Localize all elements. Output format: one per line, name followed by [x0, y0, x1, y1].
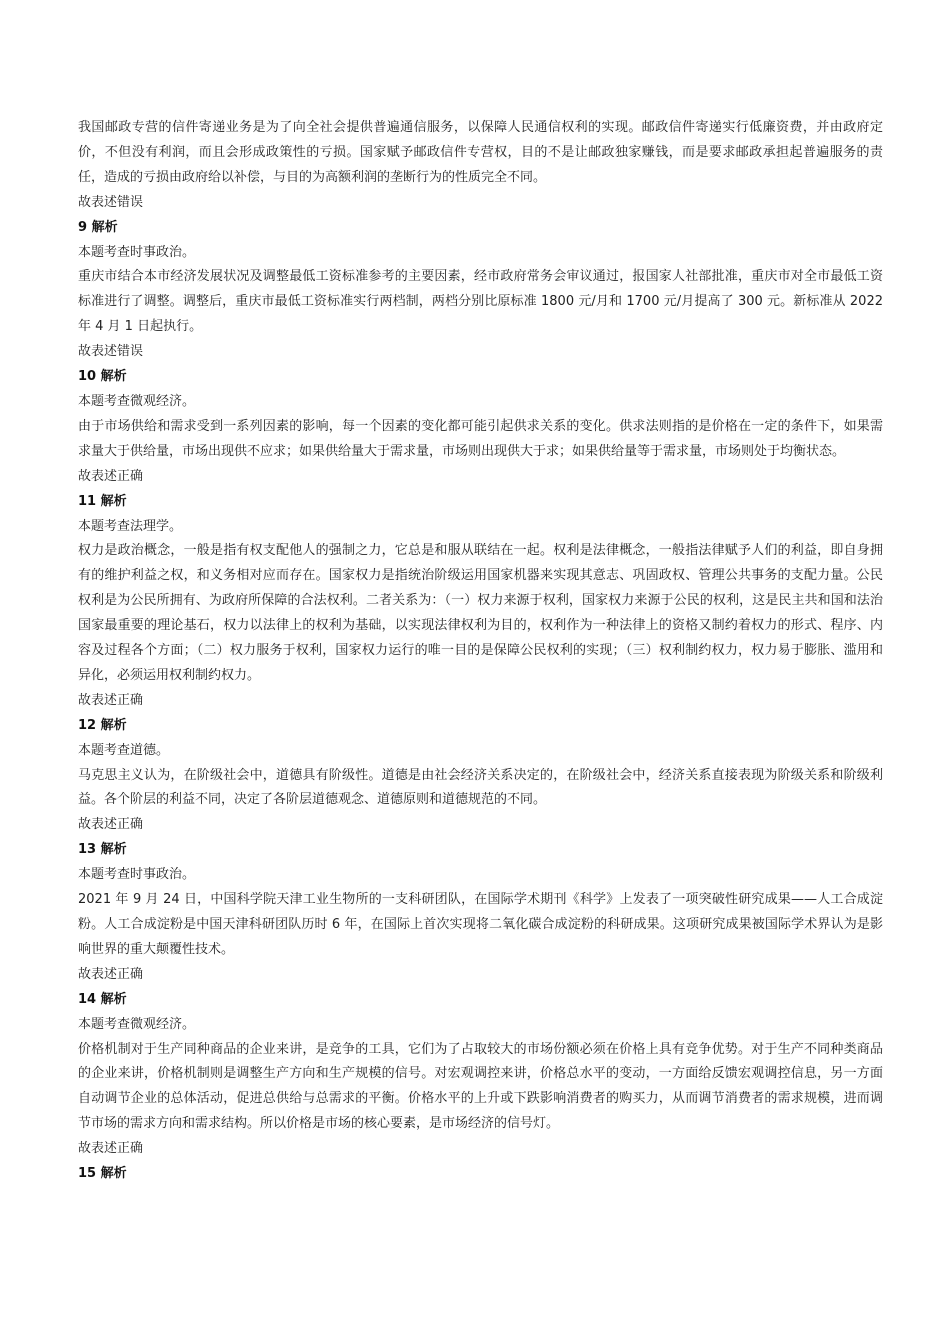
item-topic: 本题考查微观经济。 [78, 393, 196, 409]
analysis-item-13 [78, 838, 883, 987]
item-verdict: 故表述正确 [78, 468, 144, 484]
item-heading: 12 解析 [78, 717, 127, 733]
item-heading: 13 解析 [78, 842, 127, 858]
item-verdict: 故表述正确 [78, 692, 144, 708]
item-heading: 11 解析 [78, 493, 127, 509]
item-topic: 本题考查道德。 [78, 742, 170, 758]
item-body: 马克思主义认为，在阶级社会中，道德具有阶级性。道德是由社会经济关系决定的，在阶级社会中，经济关系直接表现为阶级关系和阶级利益。各个阶层的利益不同，决定了各阶层道德观念、道德原则和道德规范的不同。 [78, 767, 883, 808]
intro-paragraph: 我国邮政专营的信件寄递业务是为了向全社会提供普遍通信服务，以保障人民通信权利的实现。邮政信件寄递实行低廉资费，并由政府定价，不但没有利润，而且会形成政策性的亏损。国家赋予邮政信件专营权，目的不是让邮政独家赚钱，而是要求邮政承担起普遍服务的责任，造成的亏损由政府给以补偿，与目的为高额利润的垄断行为的性质完全不同。 [78, 120, 883, 185]
item-body: 权力是政治概念，一般是指有权支配他人的强制之力，它总是和服从联结在一起。权利是法律概念，一般指法律赋予人们的利益，即自身拥有的维护利益之权，和义务相对应而存在。国家权力是指统治阶级运用国家机器来实现其意志、巩固政权、管理公共事务的支配力量。公民权利是为公民所拥有、为政府所保障的合法权利。二者关系为：（一）权力来源于权利，国家权力来源于公民的权利，这是民主共和国和法治国家最重要的理论基石，权力以法律上的权利为基础，以实现法律权利为目的，权利作为一种法律上的资格又制约着权力的形式、程序、内容及过程各个方面；（二）权力服务于权利，国家权力运行的唯一目的是保障公民权利的实现；（三）权利制约权力，权力易于膨胀、滥用和异化，必须运用权利制约权力。 [78, 543, 883, 683]
item-topic: 本题考查时事政治。 [78, 244, 196, 260]
item-heading: 10 解析 [78, 369, 127, 385]
item-body: 价格机制对于生产同种商品的企业来讲，是竞争的工具，它们为了占取较大的市场份额必须在价格上具有竞争优势。对于生产不同种类商品的企业来讲，价格机制则是调整生产方向和生产规模的信号。对宏观调控来讲，价格总水平的变动，一方面给反馈宏观调控信息，另一方面自动调节企业的总体活动，促进总供给与总需求的平衡。价格水平的上升或下跌影响消费者的购买力，从而调节消费者的需求规模，进而调节市场的需求方向和需求结构。所以价格是市场的核心要素，是市场经济的信号灯。 [78, 1041, 883, 1132]
document-page [78, 116, 883, 1187]
item-body: 重庆市结合本市经济发展状况及调整最低工资标准参考的主要因素，经市政府常务会审议通过，报国家人社部批准，重庆市对全市最低工资标准进行了调整。调整后，重庆市最低工资标准实行两档制，两档分别比原标准 1800 元/月和 1700 元/月提高了 300 元。新标准从 2022 年 4 月 1 日起执行。 [78, 269, 883, 335]
item-verdict: 故表述正确 [78, 817, 144, 833]
item-heading: 9 解析 [78, 219, 118, 235]
item-topic: 本题考查法理学。 [78, 518, 183, 534]
item-body: 2021 年 9 月 24 日，中国科学院天津工业生物所的一支科研团队，在国际学术期刊《科学》上发表了一项突破性研究成果——人工合成淀粉。人工合成淀粉是中国天津科研团队历时 6 年，在国际上首次实现将二氧化碳合成淀粉的科研成果。这项研究成果被国际学术界认为是影响世界的重大颠覆性技术。 [78, 892, 883, 957]
item-heading: 14 解析 [78, 991, 127, 1007]
analysis-item-14 [78, 988, 883, 1162]
intro-verdict: 故表述错误 [78, 194, 144, 210]
analysis-item-10 [78, 365, 883, 490]
item-topic: 本题考查微观经济。 [78, 1016, 196, 1032]
analysis-item-12 [78, 714, 883, 839]
item-topic: 本题考查时事政治。 [78, 867, 196, 883]
analysis-item-11 [78, 490, 883, 714]
item-body: 由于市场供给和需求受到一系列因素的影响，每一个因素的变化都可能引起供求关系的变化。供求法则指的是价格在一定的条件下，如果需求量大于供给量，市场出现供不应求；如果供给量大于需求量，市场则出现供大于求；如果供给量等于需求量，市场则处于均衡状态。 [78, 418, 883, 459]
item-verdict: 故表述错误 [78, 344, 144, 360]
trailing-item-heading: 15 解析 [78, 1166, 127, 1182]
analysis-item-9 [78, 216, 883, 365]
item-verdict: 故表述正确 [78, 966, 144, 982]
item-verdict: 故表述正确 [78, 1141, 144, 1157]
